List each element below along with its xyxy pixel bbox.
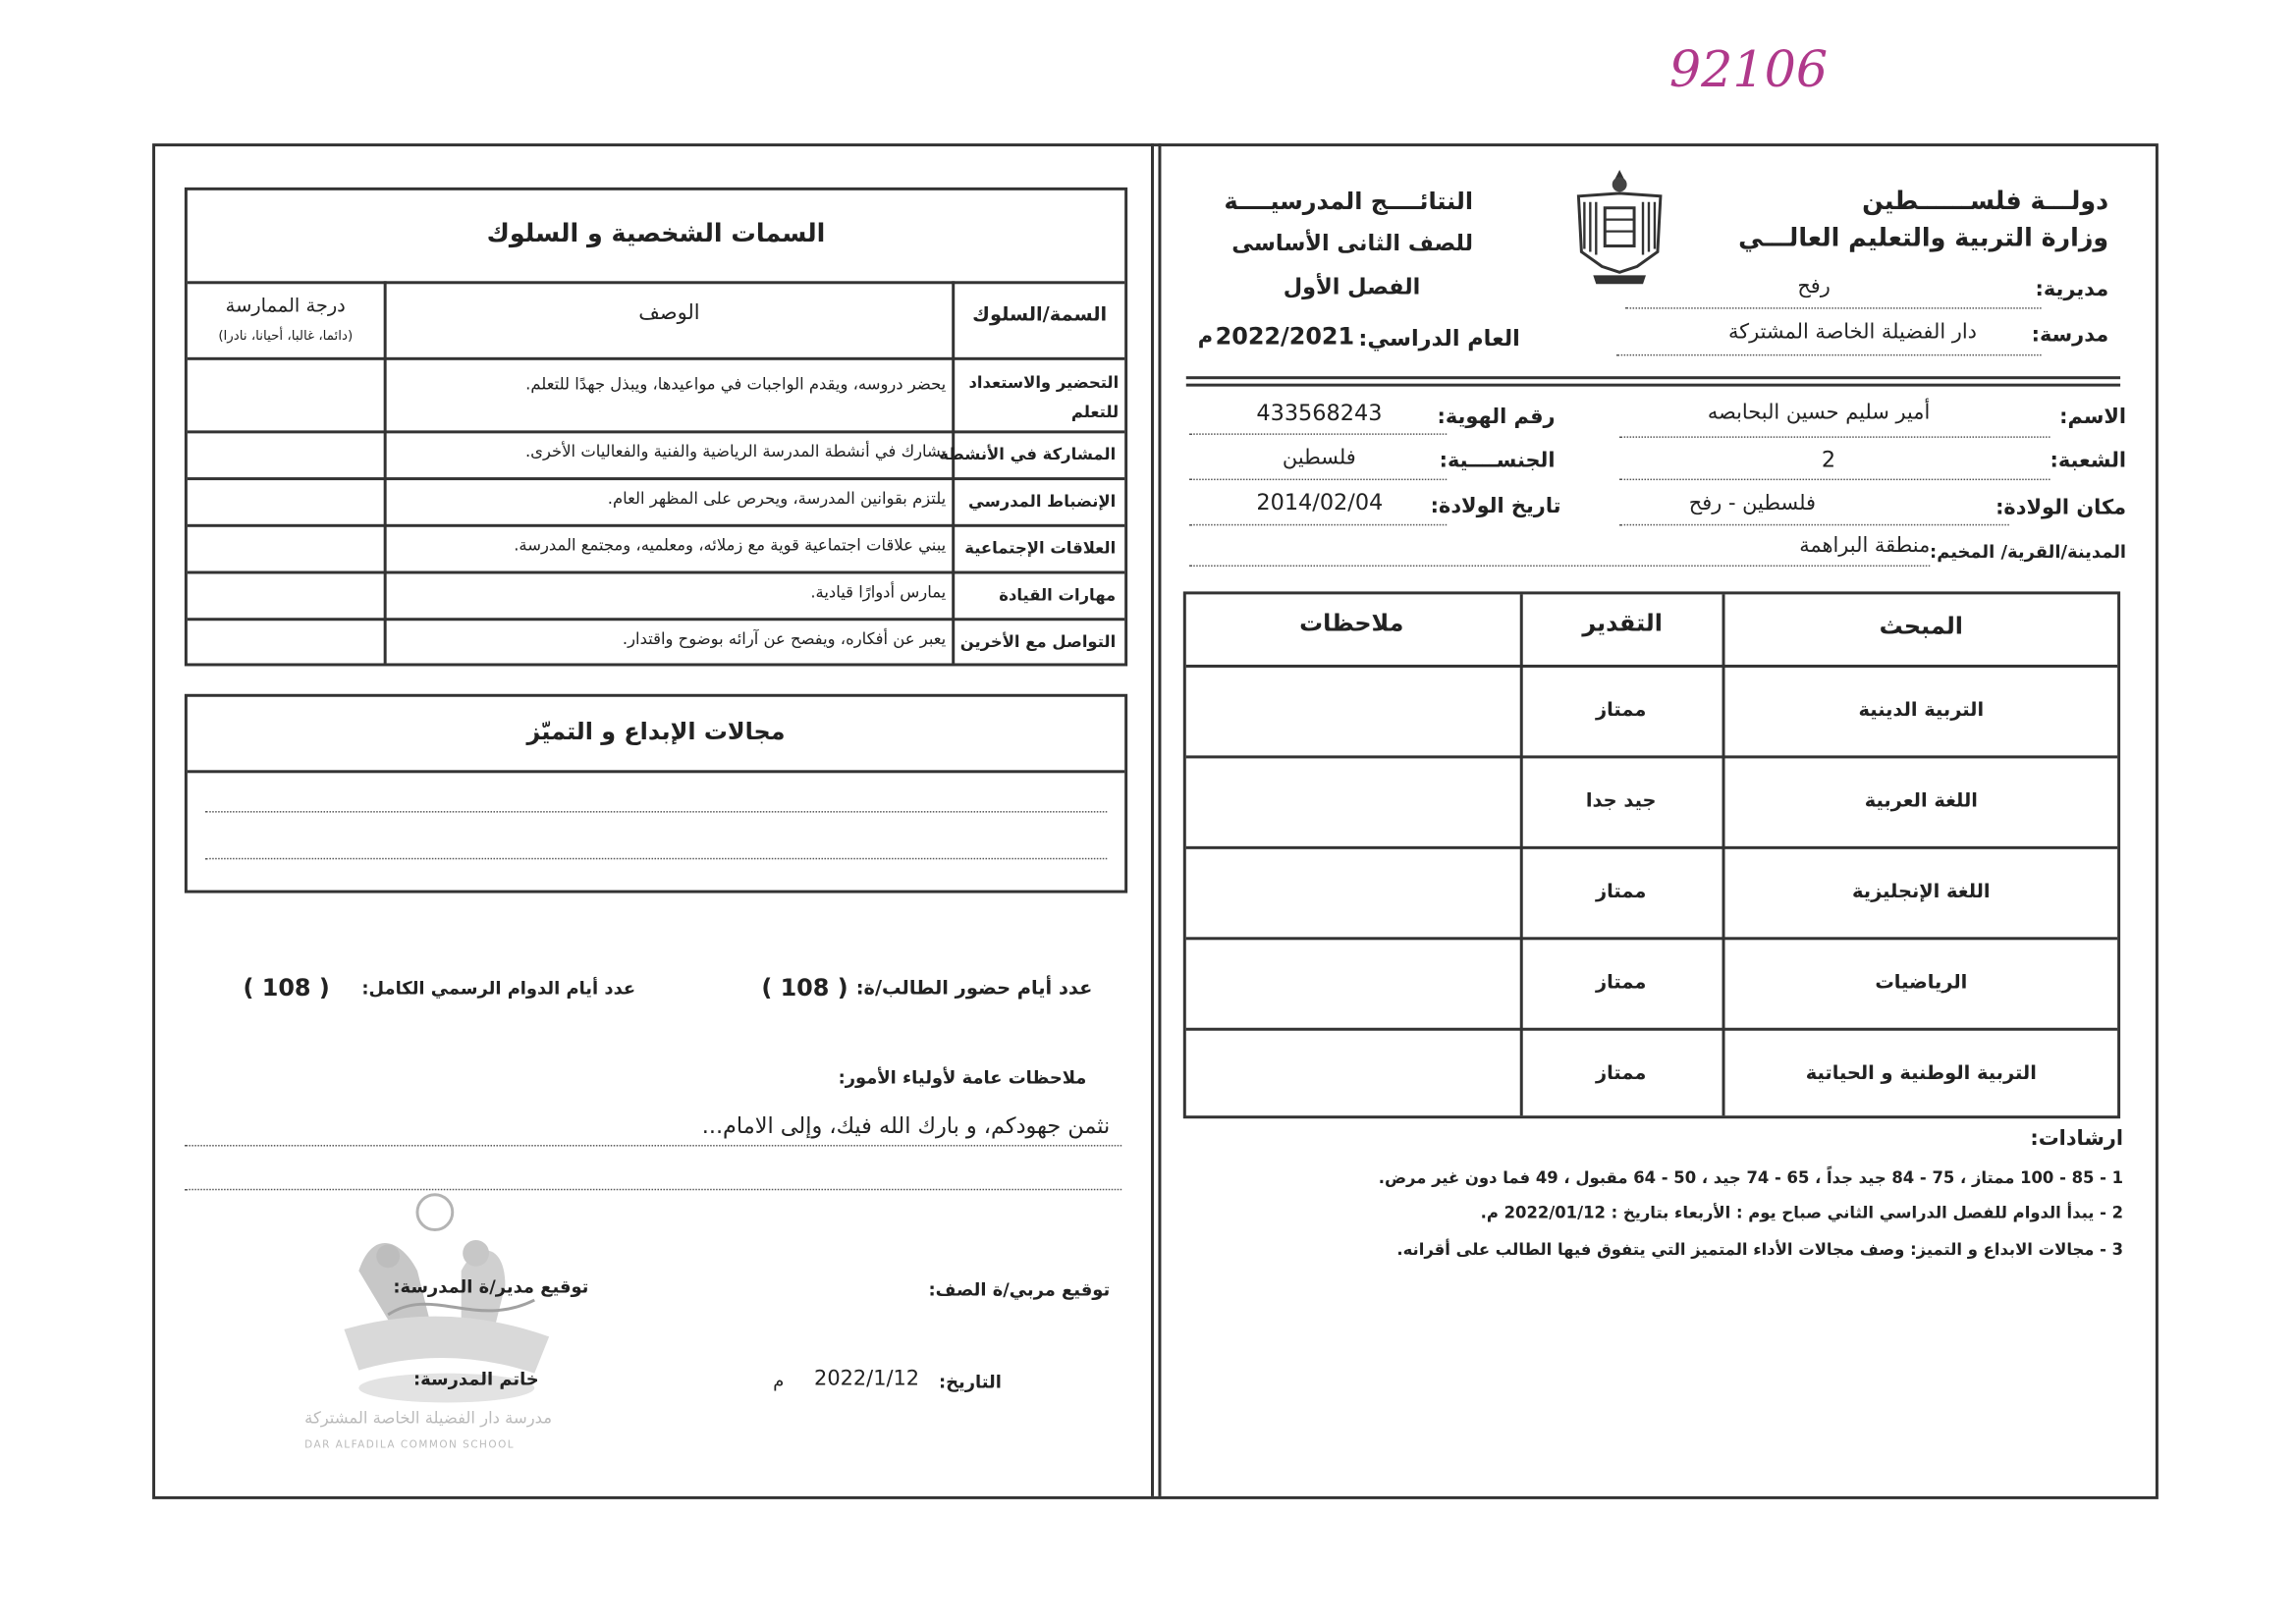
header-notes: ملاحظات xyxy=(1299,609,1404,637)
grade-level: للصف الثانى الأساسى xyxy=(1231,230,1474,256)
nationality-label: الجنســــية: xyxy=(1439,449,1556,473)
degree-cell xyxy=(188,357,384,431)
grade-cell: ممتاز xyxy=(1595,881,1647,904)
grade-cell: ممتاز xyxy=(1595,1062,1647,1085)
date-label: التاريخ: xyxy=(938,1372,1002,1393)
name-label: الاسم: xyxy=(2059,406,2127,429)
parent-notes-label: ملاحظات عامة لأولياء الأمور: xyxy=(838,1067,1087,1088)
id-value: 433568243 xyxy=(1256,400,1383,426)
trait-cell: التحضير والاستعداد للتعلم xyxy=(968,373,1120,422)
student-attendance-label: عدد أيام حضور الطالب/ة: xyxy=(855,978,1093,1001)
degree-cell xyxy=(188,430,384,477)
city-dots xyxy=(1189,566,1930,567)
guidance-item-2: 2 - يبدأ الدوام للفصل الدراسي الثاني صباح يوم : الأربعاء بتاريخ : 2022/01/12 م. xyxy=(1480,1203,2124,1223)
student-attendance-value: ( 108 ) xyxy=(761,973,848,1001)
nationality-dots xyxy=(1189,479,1447,480)
trait-cell: المشاركة في الأنشطة xyxy=(939,445,1117,464)
trait-cell: الإنضباط المدرسي xyxy=(968,492,1117,512)
results-title: النتائــــج المدرسيــــة xyxy=(1224,187,1474,216)
guidance-item-3: 3 - مجالات الابداع و التميز: وصف مجالات الأداء المتميز التي يتفوق فيها الطالب على أقرانه. xyxy=(1396,1239,2124,1260)
behavior-header-degree: درجة الممارسة xyxy=(225,296,346,318)
handwritten-annotation: 92106 xyxy=(1668,40,1829,100)
directorate-dots xyxy=(1625,307,2041,308)
birthdate-dots xyxy=(1189,524,1447,525)
description-cell: يشارك في أنشطة المدرسة الرياضية والفنية والفعاليات الأخرى. xyxy=(524,442,947,461)
section-label: الشعبة: xyxy=(2050,449,2127,473)
section-dots xyxy=(1619,479,2050,480)
name-dots xyxy=(1619,436,2050,437)
behavior-table xyxy=(185,188,1127,667)
teacher-signature-label: توقيع مربي/ة الصف: xyxy=(928,1279,1111,1301)
creativity-line-1 xyxy=(205,811,1108,812)
guidance-title: ارشادات: xyxy=(2030,1127,2124,1152)
subject-cell: اللغة الإنجليزية xyxy=(1852,881,1991,904)
name-value: أمير سليم حسين البحابصه xyxy=(1707,401,1931,425)
description-cell: يعبر عن أفكاره، ويفصح عن آرائه بوضوح واقتدار. xyxy=(622,629,947,649)
section-value: 2 xyxy=(1821,446,1836,473)
year-suffix: م xyxy=(1197,325,1214,349)
school-stamp-label: خاتم المدرسة: xyxy=(413,1369,539,1390)
nationality-value: فلسطين xyxy=(1282,446,1356,470)
school-dots xyxy=(1616,354,2041,355)
id-dots xyxy=(1189,433,1447,434)
city-value: منطقة البراهمة xyxy=(1799,534,1931,559)
center-divider-2 xyxy=(1158,143,1161,1496)
header-rule-2 xyxy=(1186,384,2120,386)
parent-notes-text: نثمن جهودكم، و بارك الله فيك، وإلى الامام... xyxy=(701,1112,1111,1140)
principal-signature-label: توقيع مدير/ة المدرسة: xyxy=(393,1276,589,1298)
creativity-line-2 xyxy=(205,858,1108,859)
description-cell: يحضر دروسه، ويقدم الواجبات في مواعيدها، ويبذل جهدًا للتعلم. xyxy=(525,374,947,395)
description-cell: يمارس أدوارًا قيادية. xyxy=(810,582,947,602)
id-label: رقم الهوية: xyxy=(1437,406,1556,429)
birthplace-value: فلسطين - رفح xyxy=(1688,492,1816,515)
school-label: مدرسة: xyxy=(2031,323,2109,348)
behavior-header-description: الوصف xyxy=(638,301,700,326)
school-value: دار الفضيلة الخاصة المشتركة xyxy=(1727,320,1977,345)
directorate-label: مديرية: xyxy=(2035,278,2109,302)
official-days-value: ( 108 ) xyxy=(243,973,330,1001)
header-grade: التقدير xyxy=(1582,609,1663,637)
grade-cell: جيد جدا xyxy=(1585,790,1657,813)
description-cell: يبني علاقات اجتماعية قوية مع زملائه، ومعلميه، ومجتمع المدرسة. xyxy=(514,535,947,556)
date-suffix: م xyxy=(773,1370,785,1391)
header-subject: المبحث xyxy=(1879,612,1963,640)
degree-cell xyxy=(188,571,384,619)
subject-cell: التربية الوطنية و الحياتية xyxy=(1805,1062,2037,1085)
center-divider xyxy=(1151,143,1154,1496)
state-name: دولـــة فلســــــطين xyxy=(1862,187,2109,217)
behavior-title: السمات الشخصية و السلوك xyxy=(486,219,826,249)
subject-cell: الرياضيات xyxy=(1875,972,1968,995)
directorate-value: رفح xyxy=(1797,275,1831,299)
degree-cell xyxy=(188,524,384,571)
trait-cell: مهارات القيادة xyxy=(999,585,1117,605)
semester: الفصل الأول xyxy=(1283,273,1421,300)
trait-cell: التواصل مع الأخرين xyxy=(959,632,1117,652)
year-value: 2022/2021 xyxy=(1215,322,1355,351)
creativity-title: مجالات الإبداع و التميّز xyxy=(526,717,786,745)
stamp-text-ar: مدرسة دار الفضيلة الخاصة المشتركة xyxy=(304,1408,553,1428)
birthplace-label: مكان الولادة: xyxy=(1995,496,2127,520)
creativity-box xyxy=(185,694,1127,893)
guidance-item-1: 1 - 85 - 100 ممتاز ، 75 - 84 جيد جداً ، 65 - 74 جيد ، 50 - 64 مقبول ، 49 فما دون غير مرض. xyxy=(1378,1167,2124,1188)
header-rule-1 xyxy=(1186,376,2120,378)
degree-cell xyxy=(188,618,384,663)
trait-cell: العلاقات الإجتماعية xyxy=(964,538,1117,559)
eagle-emblem-icon xyxy=(1572,164,1666,290)
grade-cell: ممتاز xyxy=(1595,972,1647,995)
stamp-text-en: DAR ALFADILA COMMON SCHOOL xyxy=(304,1438,516,1451)
degree-cell xyxy=(188,477,384,524)
birthdate-value: 2014/02/04 xyxy=(1256,489,1384,515)
city-label: المدينة/القرية/ المخيم: xyxy=(1930,541,2127,563)
year-label: العام الدراسي: xyxy=(1358,325,1520,352)
subject-cell: التربية الدينية xyxy=(1858,699,1985,723)
birthplace-dots xyxy=(1619,524,2009,525)
birthdate-label: تاريخ الولادة: xyxy=(1430,494,1561,518)
date-value: 2022/1/12 xyxy=(814,1367,920,1391)
notes-line-1 xyxy=(185,1145,1121,1146)
behavior-header-trait: السمة/السلوك xyxy=(972,304,1108,327)
description-cell: يلتزم بقوانين المدرسة، ويحرص على المظهر العام. xyxy=(607,489,947,509)
official-days-label: عدد أيام الدوام الرسمي الكامل: xyxy=(361,978,636,999)
grade-cell: ممتاز xyxy=(1595,699,1647,723)
ministry-name: وزارة التربية والتعليم العالـــي xyxy=(1738,224,2109,253)
subject-cell: اللغة العربية xyxy=(1864,790,1978,813)
behavior-header-degree-sub: (دائما، غالبا، أحيانا، نادرا) xyxy=(218,329,354,345)
grades-table xyxy=(1183,591,2120,1118)
